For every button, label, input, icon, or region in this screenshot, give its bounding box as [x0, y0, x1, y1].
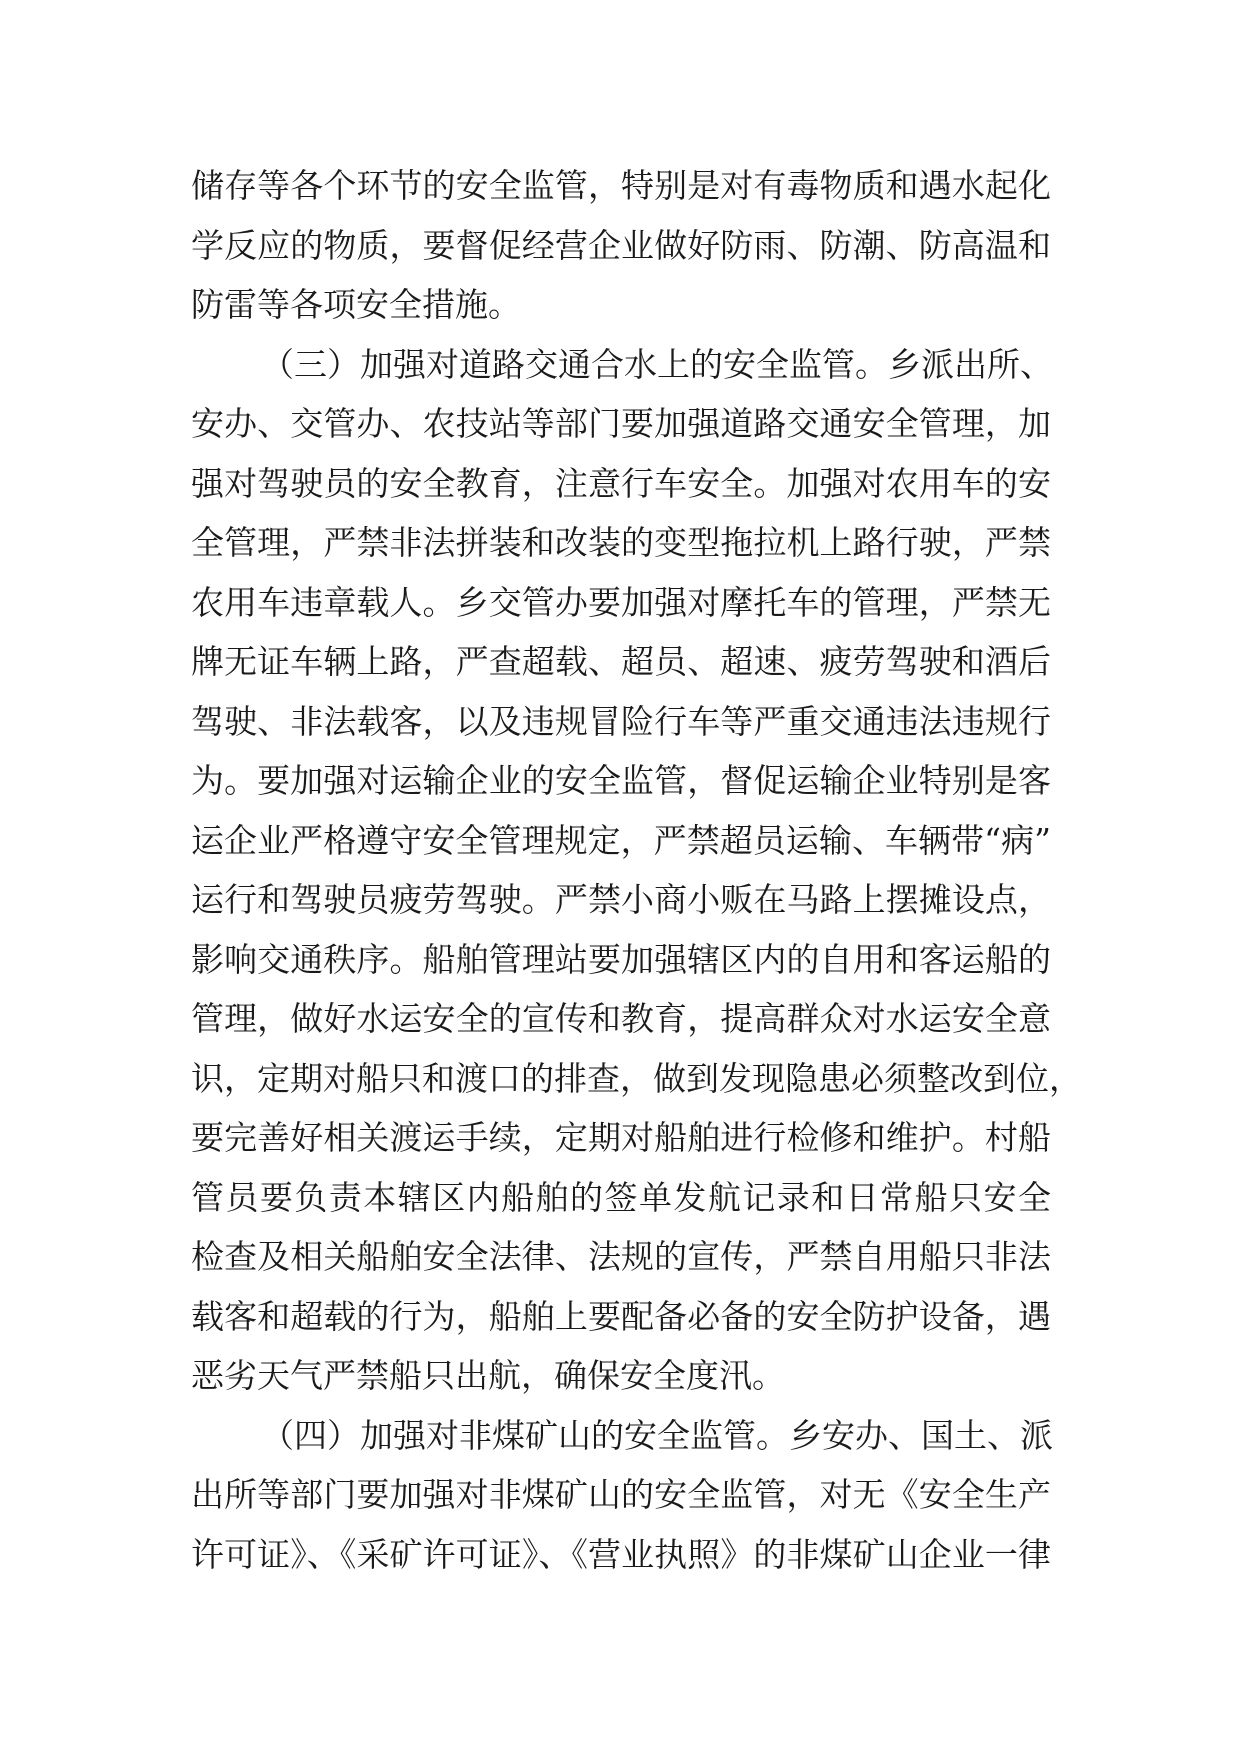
text-line: 出所等部门要加强对非煤矿山的安全监管，对无《安全生产	[191, 1475, 1051, 1514]
text-line: 载客和超载的行为，船舶上要配备必备的安全防护设备，遇	[191, 1296, 1051, 1336]
document-body	[191, 156, 1082, 1584]
text-line: 影响交通秩序。船舶管理站要加强辖区内的自用和客运船的	[191, 939, 1051, 979]
text-line: 管理，做好水运安全的宣传和教育，提高群众对水运安全意	[191, 999, 1051, 1038]
text-line: 强对驾驶员的安全教育，注意行车安全。加强对农用车的安	[191, 463, 1051, 503]
text-line: 为。要加强对运输企业的安全监管，督促运输企业特别是客	[191, 761, 1051, 800]
text-line: 检查及相关船舶安全法律、法规的宣传，严禁自用船只非法	[191, 1237, 1051, 1276]
text-line: 全管理，严禁非法拼装和改装的变型拖拉机上路行驶，严禁	[191, 523, 1051, 562]
text-line: 学反应的物质，要督促经营企业做好防雨、防潮、防高温和	[191, 225, 1051, 265]
text-line: 牌无证车辆上路，严查超载、超员、超速、疲劳驾驶和酒后	[191, 642, 1051, 681]
section-heading-line: （三）加强对道路交通合水上的安全监管。乡派出所、	[261, 344, 1053, 384]
text-line: 农用车违章载人。乡交管办要加强对摩托车的管理，严禁无	[191, 582, 1051, 622]
text-line: 许可证》、《采矿许可证》、《营业执照》的非煤矿山企业一律	[191, 1534, 1051, 1574]
text-line: 运行和驾驶员疲劳驾驶。严禁小商小贩在马路上摆摊设点，	[191, 880, 1051, 919]
text-line: 防雷等各项安全措施。	[191, 285, 521, 324]
text-line: 驾驶、非法载客，以及违规冒险行车等严重交通违法违规行	[191, 701, 1051, 741]
text-line: 安办、交管办、农技站等部门要加强道路交通安全管理，加	[191, 404, 1051, 443]
text-line: 运企业严格遵守安全管理规定，严禁超员运输、车辆带“病”	[191, 820, 1051, 860]
text-line: 管员要负责本辖区内船舶的签单发航记录和日常船只安全	[191, 1177, 1051, 1217]
text-line: 要完善好相关渡运手续，定期对船舶进行检修和维护。村船	[191, 1118, 1051, 1157]
section-heading-line: （四）加强对非煤矿山的安全监管。乡安办、国土、派	[261, 1415, 1053, 1455]
text-line: 识，定期对船只和渡口的排查，做到发现隐患必须整改到位，	[191, 1058, 1082, 1098]
text-line: 恶劣天气严禁船只出航，确保安全度汛。	[191, 1356, 785, 1395]
text-line: 储存等各个环节的安全监管，特别是对有毒物质和遇水起化	[191, 166, 1051, 205]
